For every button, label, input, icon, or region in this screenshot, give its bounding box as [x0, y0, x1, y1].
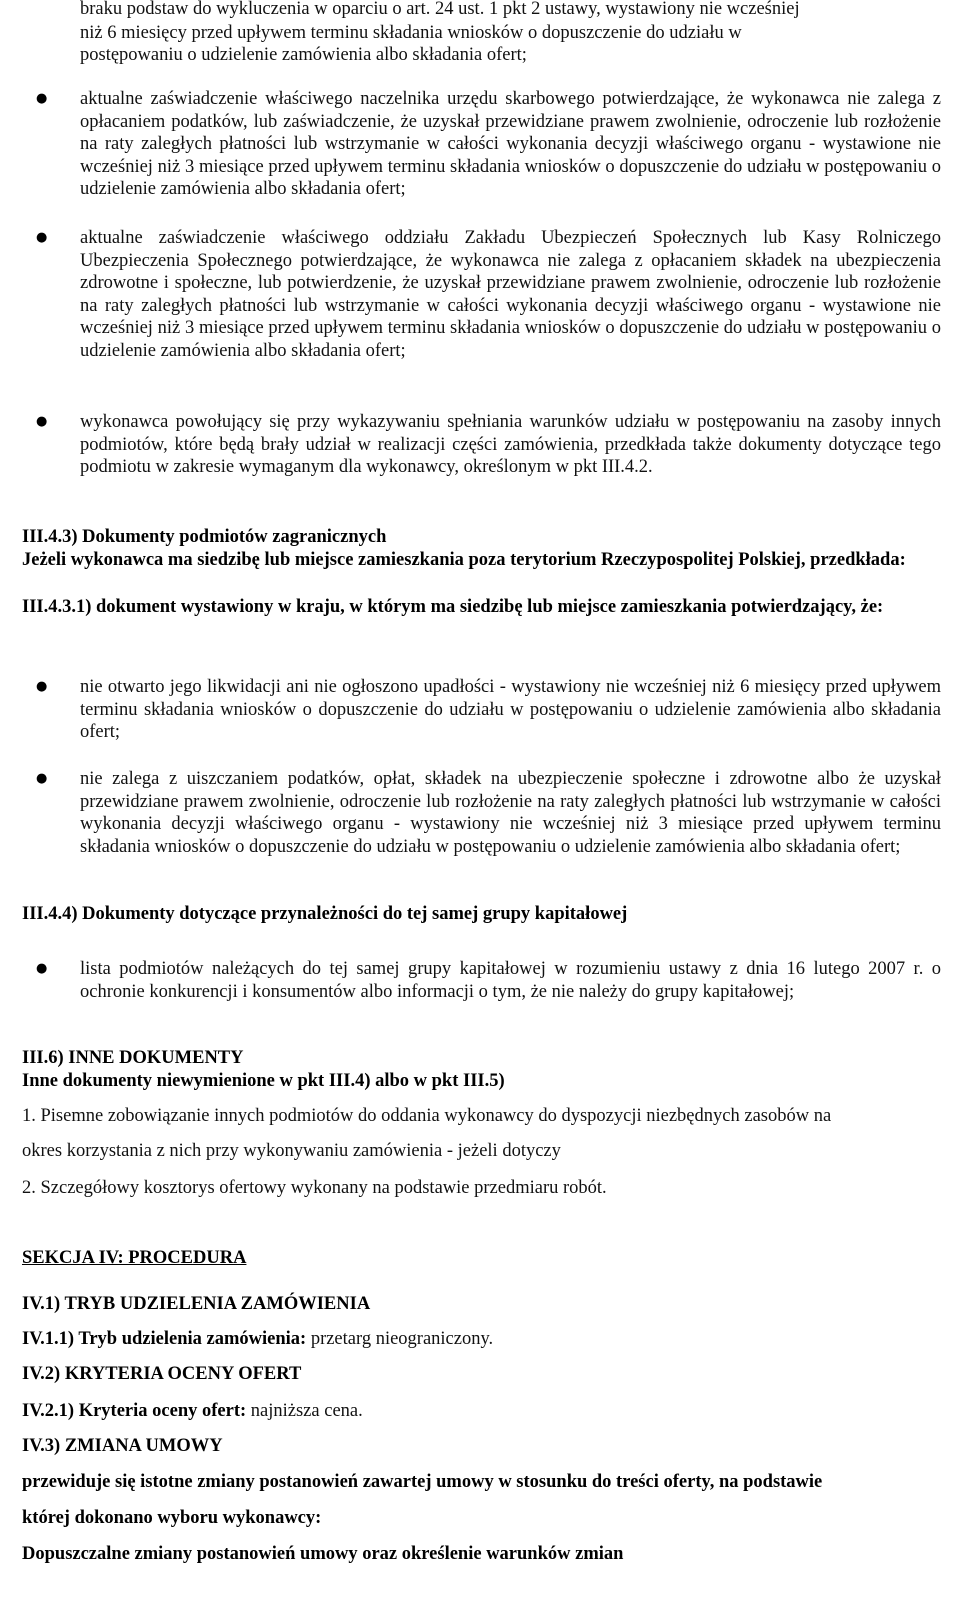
list-item: nie zalega z uiszczaniem podatków, opłat, składek na ubezpieczenie społeczne i zdrowotne albo że uzyskał przewidziane prawem zwolnienie, odroczenie lub rozłożenie na raty zaległych płatności lub wstrzymanie w całości wykonania decyzji właściwego organu - wystawiony nie wcześniej niż 3 miesiące przed upływem terminu składania wniosków o dopuszczenie do udziału w postępowaniu o udzielenie zamówienia albo składania ofert;: [80, 769, 941, 857]
list-item: nie otwarto jego likwidacji ani nie ogłoszono upadłości - wystawiony nie wcześniej niż 6 miesięcy przed upływem terminu składania wniosków o dopuszczenie do udziału w postępowaniu o udzielenie zamówienia albo składania ofert;: [80, 677, 941, 742]
list-item: wykonawca powołujący się przy wykazywaniu spełniania warunków udziału w postępowaniu na zasoby innych podmiotów, które będą brały udział w realizacji części zamówienia, przedkłada także dokumenty dotyczące tego podmiotu w zakresie wymaganym dla wykonawcy, określonym w pkt III.4.2.: [80, 412, 941, 477]
bullet-icon: ●: [36, 771, 48, 786]
list-item: aktualne zaświadczenie właściwego naczelnika urzędu skarbowego potwierdzające, że wykonawca nie zalega z opłacaniem podatków, lub zaświadczenie, że uzyskał przewidziane prawem zwolnienie, odroczenie lub rozłożenie na raty zaległych płatności lub wstrzymanie w całości wykonania decyzji właściwego organu - wystawione nie wcześniej niż 3 miesiące przed upływem terminu składania wniosków o dopuszczenie do udziału w postępowaniu o udzielenie zamówienia albo składania ofert;: [80, 89, 941, 199]
intro-line-1: braku podstaw do wykluczenia w oparciu o art. 24 ust. 1 pkt 2 ustawy, wystawiony nie wcześniej: [80, 0, 800, 19]
procedure-mode-value: przetarg nieograniczony.: [306, 1329, 494, 1349]
procedure-mode-label: IV.1.1) Tryb udzielenia zamówienia:: [22, 1329, 307, 1349]
procedure-mode-heading: IV.1) TRYB UDZIELENIA ZAMÓWIENIA: [22, 1294, 371, 1314]
contract-change-heading: IV.3) ZMIANA UMOWY: [22, 1436, 223, 1456]
list-item: lista podmiotów należących do tej samej grupy kapitałowej w rozumieniu ustawy z dnia 16 lutego 2007 r. o ochronie konkurencji i konsumentów albo informacji o tym, że nie należy do grupy kapitałowej;: [80, 959, 941, 1002]
contract-change-line-1: przewiduje się istotne zmiany postanowień zawartej umowy w stosunku do treści oferty, na podstawie: [22, 1472, 823, 1492]
intro-line-2: niż 6 miesięcy przed upływem terminu składania wniosków o dopuszczenie do udziału w: [80, 23, 742, 43]
bullet-icon: ●: [36, 230, 48, 245]
foreign-documents-subtitle: Jeżeli wykonawca ma siedzibę lub miejsce zamieszkania poza terytorium Rzeczypospolitej Polskiej, przedkłada:: [22, 550, 906, 570]
section-heading-foreign-documents: III.4.3) Dokumenty podmiotów zagranicznych: [22, 527, 387, 547]
criteria-label: IV.2.1) Kryteria oceny ofert:: [22, 1401, 247, 1421]
intro-line-3: postępowaniu o udzielenie zamówienia albo składania ofert;: [80, 45, 527, 65]
foreign-documents-point: III.4.3.1) dokument wystawiony w kraju, w którym ma siedzibę lub miejsce zamieszkania potwierdzający, że:: [22, 597, 884, 617]
other-document-item-1-line-2: okres korzystania z nich przy wykonywaniu zamówienia - jeżeli dotyczy: [22, 1141, 561, 1161]
section-heading-procedure: SEKCJA IV: PROCEDURA: [22, 1248, 247, 1268]
contract-change-line-2: której dokonano wyboru wykonawcy:: [22, 1508, 322, 1528]
other-documents-subtitle: Inne dokumenty niewymienione w pkt III.4) albo w pkt III.5): [22, 1071, 505, 1091]
criteria-value: najniższa cena.: [246, 1401, 363, 1421]
other-document-item-2: 2. Szczegółowy kosztorys ofertowy wykonany na podstawie przedmiaru robót.: [22, 1178, 607, 1198]
section-heading-capital-group: III.4.4) Dokumenty dotyczące przynależności do tej samej grupy kapitałowej: [22, 904, 628, 924]
criteria-heading: IV.2) KRYTERIA OCENY OFERT: [22, 1364, 302, 1384]
contract-change-line-3: Dopuszczalne zmiany postanowień umowy oraz określenie warunków zmian: [22, 1544, 624, 1564]
other-document-item-1-line-1: 1. Pisemne zobowiązanie innych podmiotów do oddania wykonawcy do dyspozycji niezbędnych zasobów na: [22, 1106, 832, 1126]
procedure-mode-line: [22, 1328, 493, 1351]
bullet-icon: ●: [36, 679, 48, 694]
section-heading-other-documents: III.6) INNE DOKUMENTY: [22, 1048, 244, 1068]
bullet-icon: ●: [36, 91, 48, 106]
bullet-icon: ●: [36, 961, 48, 976]
criteria-line: [22, 1400, 363, 1423]
bullet-icon: ●: [36, 414, 48, 429]
list-item: aktualne zaświadczenie właściwego oddziału Zakładu Ubezpieczeń Społecznych lub Kasy Rolniczego Ubezpieczenia Społecznego potwierdzające, że wykonawca nie zalega z opłacaniem składek na ubezpieczenia zdrowotne i społeczne, lub potwierdzenie, że uzyskał przewidziane prawem zwolnienie, odroczenie lub rozłożenie na raty zaległych płatności lub wstrzymanie w całości wykonania decyzji właściwego organu - wystawione nie wcześniej niż 3 miesiące przed upływem terminu składania wniosków o dopuszczenie do udziału w postępowaniu o udzielenie zamówienia albo składania ofert;: [80, 228, 941, 361]
